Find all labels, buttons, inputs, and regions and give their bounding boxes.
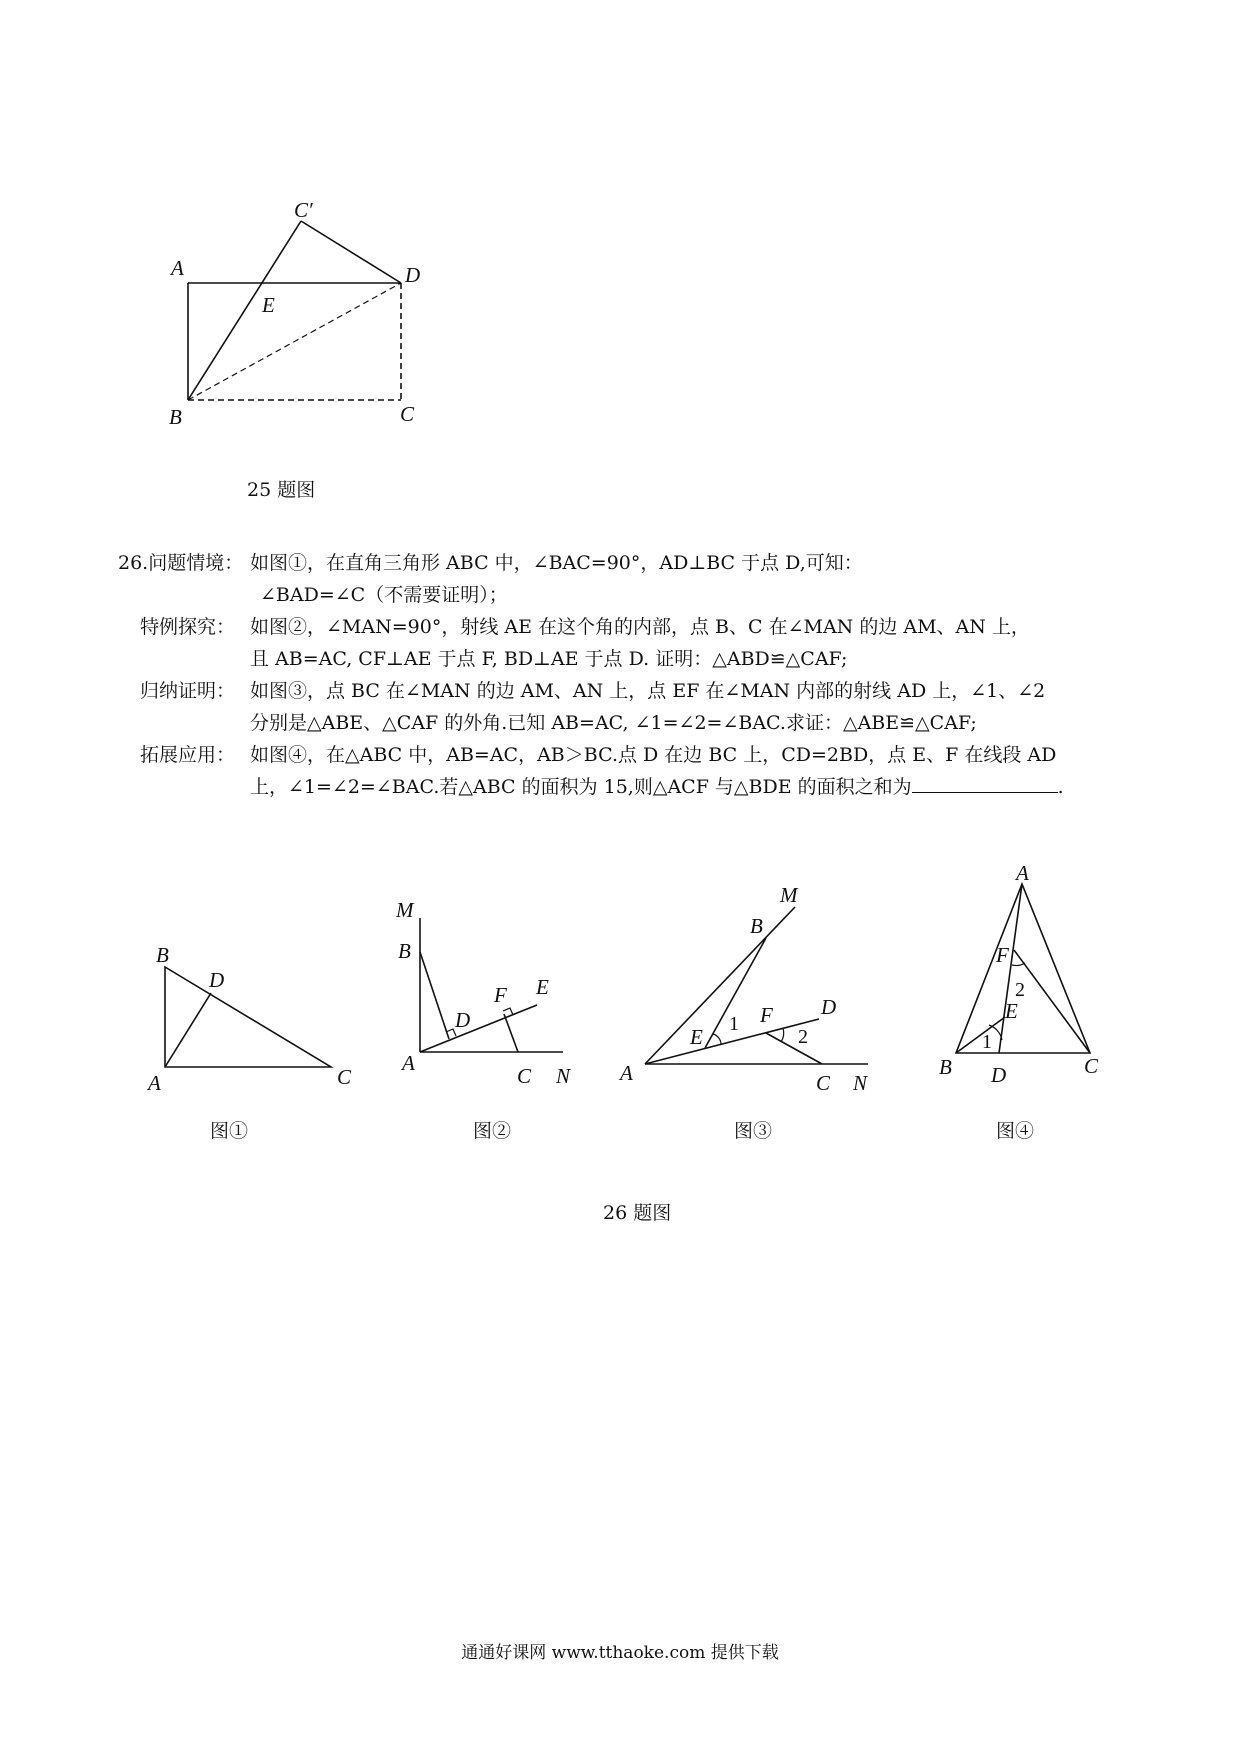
segment-FC <box>766 1033 822 1064</box>
fig3-label-F: F <box>760 1003 773 1027</box>
figure-3 <box>618 883 868 1095</box>
fig3-label-A: A <box>620 1061 633 1085</box>
figure-4-caption: 图④ <box>996 1120 1035 1142</box>
fig3-label-B: B <box>750 914 763 938</box>
label-E: E <box>262 293 275 317</box>
problem-line <box>118 739 1128 771</box>
fig3-label-C: C <box>816 1071 831 1095</box>
ray-AE <box>420 1005 537 1052</box>
line-text: 分别是△ABE、△CAF 的外角.已知 AB=AC, ∠1=∠2=∠BAC.求证：△ABE≌△CAF; <box>250 712 977 734</box>
label-C: C <box>400 402 415 426</box>
line-text: ∠BAD=∠C（不需要证明）； <box>260 584 508 606</box>
fig3-label-2: 2 <box>798 1026 808 1048</box>
fig3-label-E: E <box>690 1025 703 1049</box>
line-text: 如图②，∠MAN=90°，射线 AE 在这个角的内部，点 B、C 在∠MAN 的边 AM、AN 上， <box>250 616 1030 638</box>
figure-3-caption: 图③ <box>734 1120 773 1142</box>
fig2-label-F: F <box>494 983 507 1007</box>
segment-BD <box>420 952 449 1039</box>
last-line-text: 上，∠1=∠2=∠BAC.若△ABC 的面积为 15,则△ACF 与△BDE 的面积之和为 <box>250 776 912 798</box>
figure-2-caption: 图② <box>473 1120 512 1142</box>
problem-line <box>118 643 1128 675</box>
problem-line <box>118 579 1128 611</box>
fig2-label-N: N <box>556 1064 571 1088</box>
fig1-label-C: C <box>337 1065 352 1089</box>
label-D: D <box>405 263 421 287</box>
line-text: 如图③，点 BC 在∠MAN 的边 AM、AN 上，点 EF 在∠MAN 内部的射线 AD 上，∠1、∠2 <box>250 680 1046 702</box>
fig3-label-M: M <box>780 883 798 907</box>
figure-1 <box>146 943 352 1095</box>
fig3-label-D: D <box>821 995 837 1019</box>
fig2-label-A: A <box>402 1051 415 1075</box>
figure-25-caption: 25 题图 <box>247 479 316 501</box>
fig2-label-M: M <box>396 898 414 922</box>
fig4-label-E: E <box>1005 999 1018 1023</box>
fig3-label-N: N <box>853 1071 868 1095</box>
problem-line <box>118 547 1128 579</box>
triangle-ABC <box>165 967 331 1067</box>
fig1-label-A: A <box>148 1071 161 1095</box>
fig1-label-B: B <box>156 943 169 967</box>
fig4-label-2: 2 <box>1015 979 1025 1001</box>
fig2-label-D: D <box>455 1008 471 1032</box>
answer-blank[interactable] <box>912 772 1058 793</box>
fig2-label-C: C <box>517 1064 532 1088</box>
segment-C-prime-D <box>301 221 401 283</box>
problem-line <box>118 611 1128 643</box>
page-footer: 通通好课网 www.tthaoke.com 提供下载 <box>461 1643 779 1663</box>
line-prefix: 26.问题情境： <box>118 552 244 574</box>
label-A: A <box>171 256 184 280</box>
problem-26 <box>118 547 1128 803</box>
fig4-label-B: B <box>939 1055 952 1079</box>
triangle-ABC <box>956 884 1090 1053</box>
fig4-label-C: C <box>1084 1054 1099 1078</box>
diagonal-BD-dashed <box>188 283 401 400</box>
line-prefix: 归纳证明： <box>140 680 236 702</box>
figure-1-caption: 图① <box>210 1120 249 1142</box>
figure-2 <box>395 898 571 1088</box>
figure-26-caption: 26 题图 <box>603 1202 672 1224</box>
figure-25 <box>0 0 1240 480</box>
line-text: 且 AB=AC, CF⊥AE 于点 F, BD⊥AE 于点 D. 证明：△ABD≌△CAF; <box>250 648 848 670</box>
angle-mark-1 <box>713 1034 721 1044</box>
label-C-prime: C′ <box>294 198 313 222</box>
fig4-label-F: F <box>996 943 1009 967</box>
segment-AD <box>165 993 211 1067</box>
fig4-label-1: 1 <box>982 1031 992 1053</box>
figure-4 <box>939 861 1099 1087</box>
figures-26 <box>0 860 1240 1120</box>
fig1-label-D: D <box>209 968 225 992</box>
line-text: 如图①，在直角三角形 ABC 中，∠BAC=90°，AD⊥BC 于点 D,可知： <box>250 552 863 574</box>
line-text <box>250 771 1064 803</box>
segment-CF <box>504 1014 518 1052</box>
angle-mark-2 <box>781 1028 784 1042</box>
segment-AD <box>999 884 1022 1053</box>
line-text: 如图④，在△ABC 中，AB=AC，AB＞BC.点 D 在边 BC 上，CD=2BD，点 E、F 在线段 AD <box>250 744 1057 766</box>
fig2-label-B: B <box>398 939 411 963</box>
label-B: B <box>169 405 182 429</box>
last-line-end: . <box>1057 776 1064 798</box>
line-prefix: 特例探究： <box>140 616 236 638</box>
fig4-label-A: A <box>1016 861 1029 885</box>
problem-line <box>118 675 1128 707</box>
problem-line <box>118 771 1128 803</box>
segment-CF <box>1014 950 1090 1053</box>
fig4-label-D: D <box>991 1063 1007 1087</box>
fig3-label-1: 1 <box>729 1013 739 1035</box>
line-prefix: 拓展应用： <box>140 744 236 766</box>
segment-BC-prime <box>188 221 301 400</box>
problem-line <box>118 707 1128 739</box>
fig2-label-E: E <box>536 975 549 999</box>
